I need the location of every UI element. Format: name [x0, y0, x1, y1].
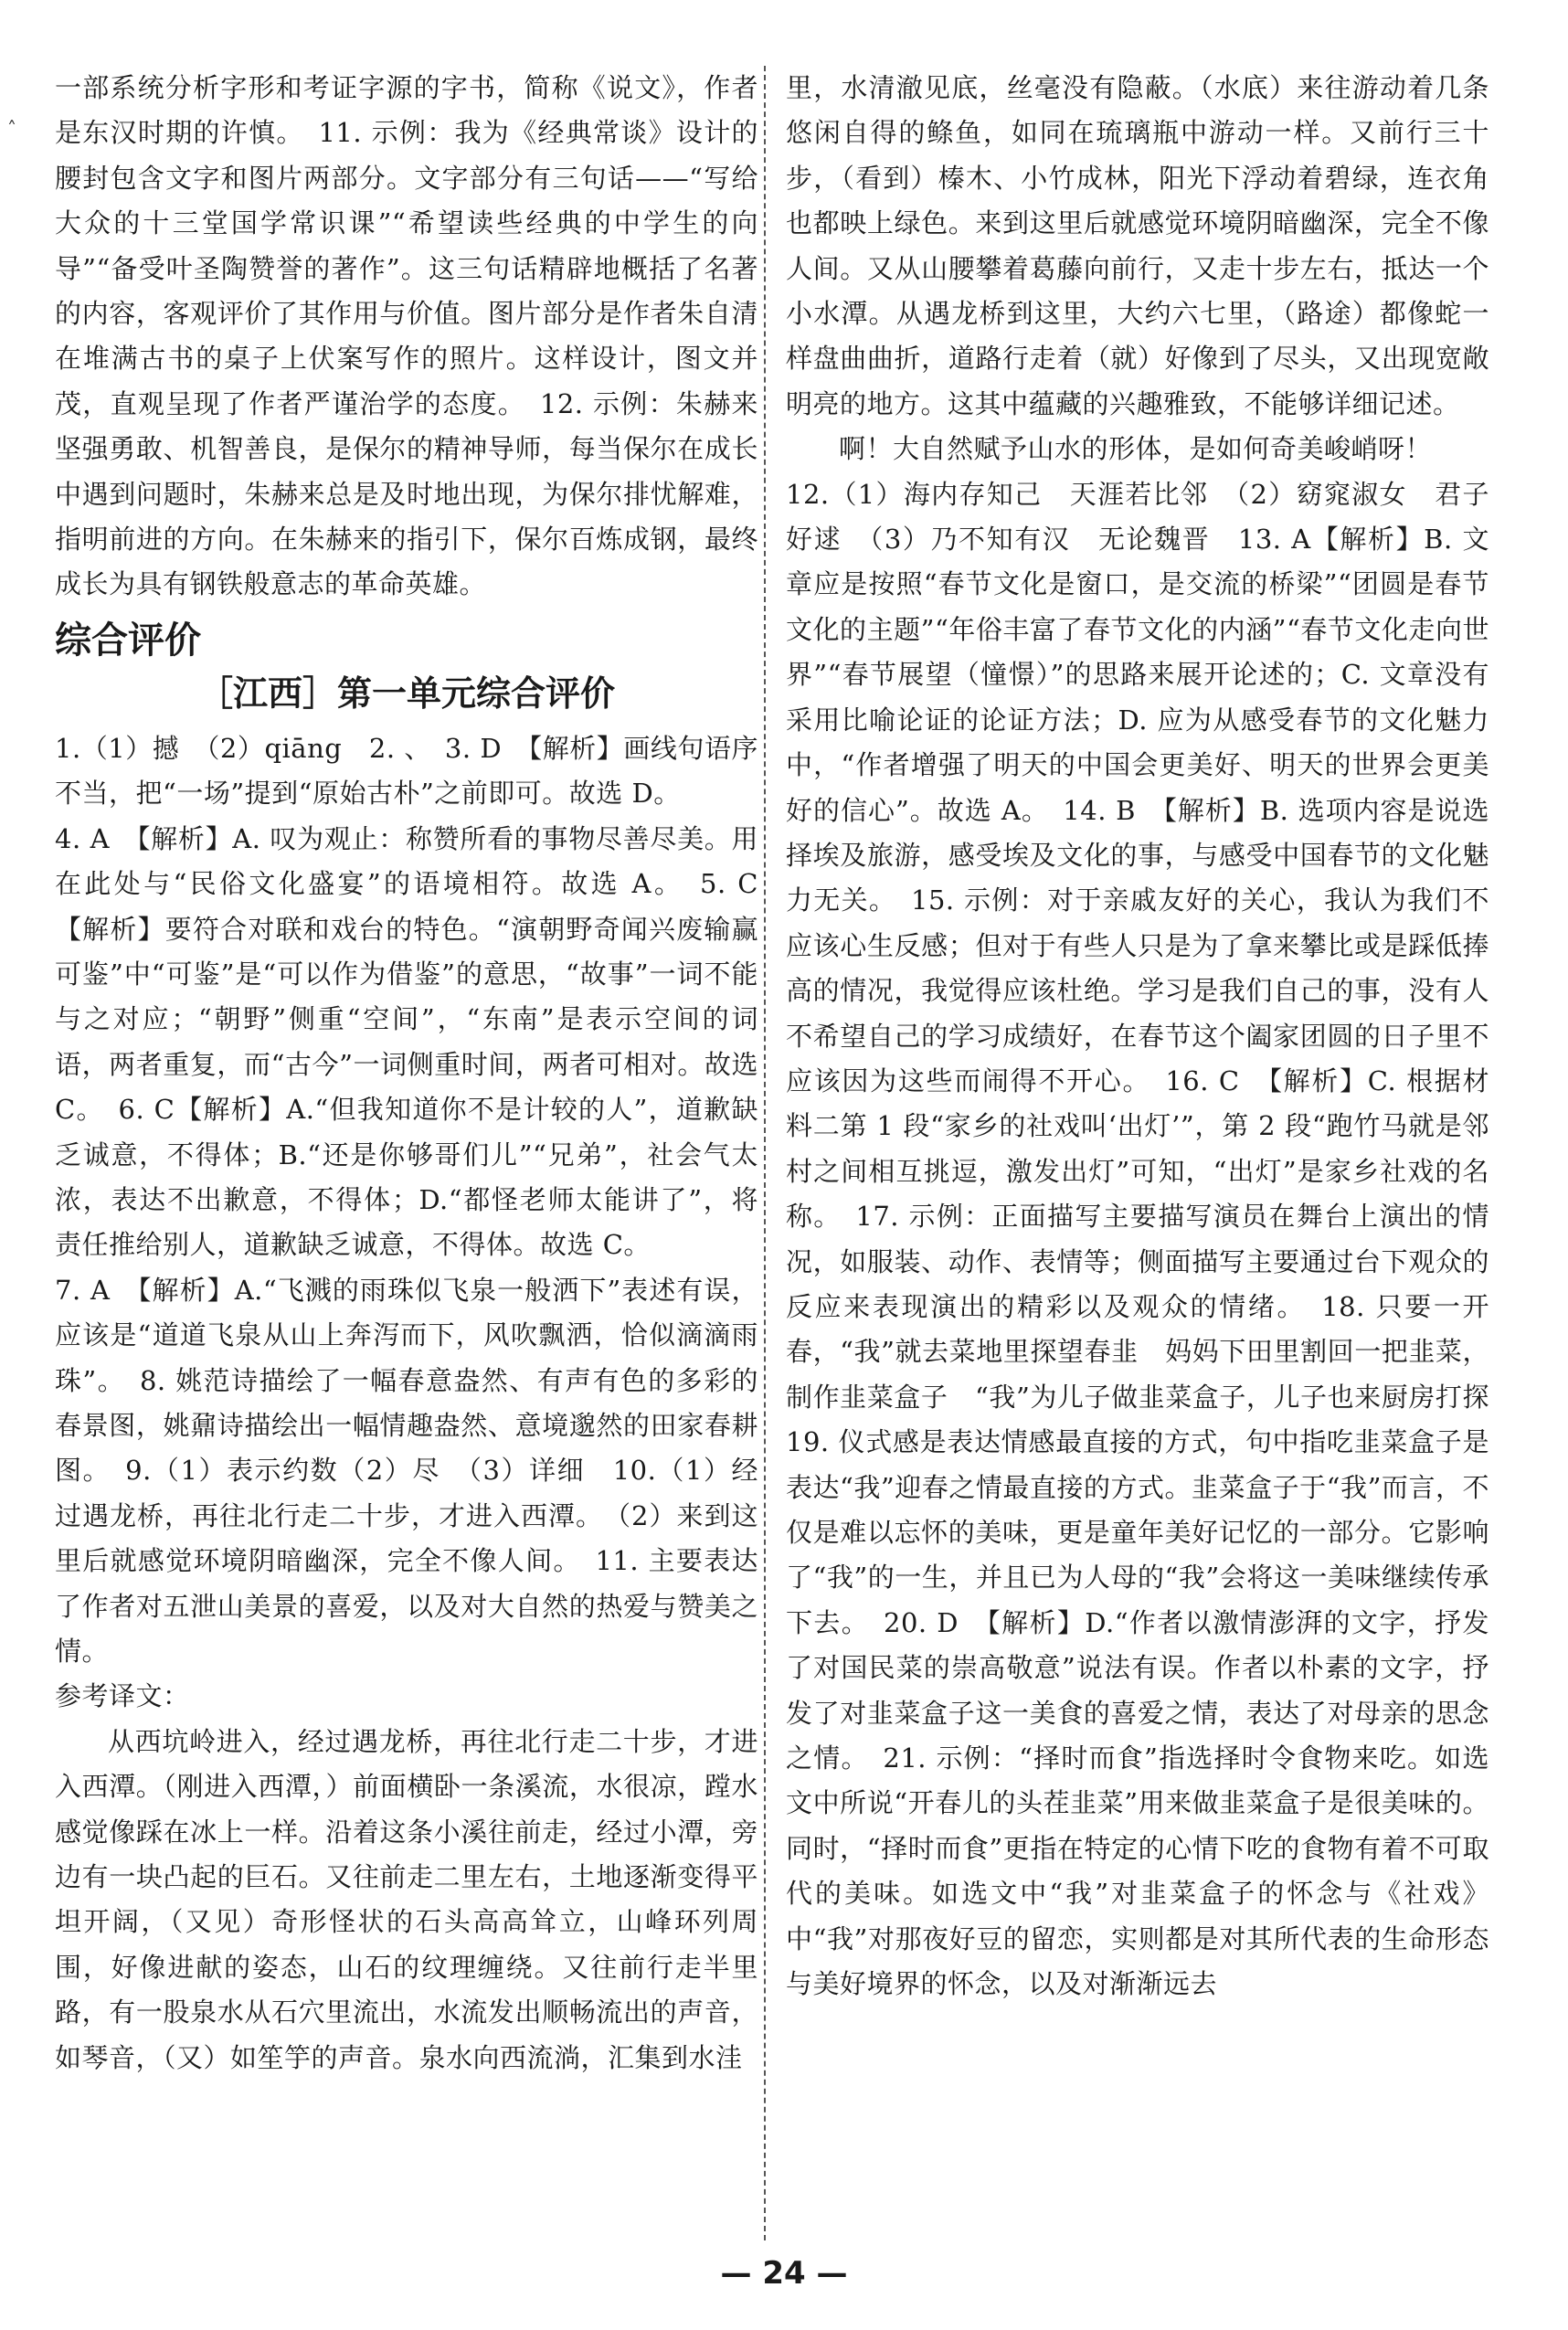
left-paragraph-1: 一部系统分析字形和考证字源的字书，简称《说文》，作者是东汉时期的许慎。 11. 示例：我为《经典常谈》设计的腰封包含文字和图片两部分。文字部分有三句话——“写给大众的十三堂国学常识课”“希望读些经典的中学生的向导”“备受叶圣陶赞誉的著作”。这三句话精辟地概括了名著的内容，客观评价了其作用与价值。图片部分是作者朱自清在堆满古书的桌子上伏案写作的照片。这样设计，图文并茂，直观呈现了作者严谨治学的态度。 12. 示例：朱赫来坚强勇敢、机智善良，是保尔的精神导师，每当保尔在成长中遇到问题时，朱赫来总是及时地出现，为保尔排忧解难，指明前进的方向。在朱赫来的指引下，保尔百炼成钢，最终成长为具有钢铁般意志的革命英雄。 [55, 72, 758, 600]
section-heading: 综合评价 [55, 619, 201, 662]
left-paragraph-3: 4. A 【解析】A. 叹为观止：称赞所看的事物尽善尽美。用在此处与“民俗文化盛宴”的语境相符。故选 A。 5. C 【解析】要符合对联和戏台的特色。“演朝野奇闻兴废输赢可鉴”中“可鉴”是“可以作为借鉴”的意思，“故事”一词不能与之对应；“朝野”侧重“空间”，“东南”是表示空间的词语，两者重复，而“古今”一词侧重时间，两者可相对。故选 C。 6. C【解析】A.“但我知道你不是计较的人”，道歉缺乏诚意，不得体；B.“还是你够哥们儿”“兄弟”，社会气太浓，表达不出歉意，不得体；D.“都怪老师太能讲了”，将责任推给别人，道歉缺乏诚意，不得体。故选 C。 [55, 822, 786, 1261]
reference-translation-label: 参考译文： [55, 1680, 190, 1712]
right-column [786, 66, 1517, 2007]
right-paragraph-1: 里，水清澈见底，丝毫没有隐蔽。（水底）来往游动着几条悠闲自得的鲦鱼，如同在琉璃瓶中游动一样。又前行三十步，（看到）榛木、小竹成林，阳光下浮动着碧绿，连衣角也都映上绿色。来到这里后就感觉环境阴暗幽深，完全不像人间。又从山腰攀着葛藤向前行，又走十步左右，抵达一个小水潭。从遇龙桥到这里，大约六七里，（路途）都像蛇一样盘曲曲折，道路行走着（就）好像到了尽头，又出现宽敞明亮的地方。这其中蕴藏的兴趣雅致，不能够详细记述。 [786, 72, 1489, 419]
column-divider [764, 66, 766, 2240]
binding-mark: ˄ [7, 117, 16, 139]
unit-title: ［江西］第一单元综合评价 [197, 673, 615, 714]
left-paragraph-4: 7. A 【解析】A.“飞溅的雨珠似飞泉一般洒下”表述有误，应该是“道道飞泉从山上奔泻而下，风吹飘洒，恰似滴滴雨珠”。 8. 姚范诗描绘了一幅春意盎然、有声有色的多彩的春景图，姚鼐诗描绘出一幅情趣盎然、意境邈然的田家春耕图。 9.（1）表示约数（2）尽 （3）详细 10.（1）经过遇龙桥，再往北行走二十步，才进入西潭。 （2）来到这里后就感觉环境阴暗幽深，完全不像人间。 11. 主要表达了作者对五泄山美景的喜爱，以及对大自然的热爱与赞美之情。 [55, 1274, 758, 1667]
left-paragraph-2: 1.（1）撼 （2）qiāng 2. 、 3. D 【解析】画线句语序不当，把“一场”提到“原始古朴”之前即可。故选 D。 [55, 732, 758, 810]
page-number: — 24 — [720, 2255, 848, 2292]
left-paragraph-5: 从西坑岭进入，经过遇龙桥，再往北行走二十步，才进入西潭。（刚进入西潭，）前面横卧一条溪流，水很凉，蹚水感觉像踩在冰上一样。沿着这条小溪往前走，经过小潭，旁边有一块凸起的巨石。又往前走二里左右，土地逐渐变得平坦开阔，（又见）奇形怪状的石头高高耸立，山峰环列周围，好像进献的姿态，山石的纹理缠绕。又往前行走半里路，有一股泉水从石穴里流出，水流发出顺畅流出的声音，如琴音，（又）如笙竽的声音。泉水向西流淌，汇集到水洼 [55, 1725, 758, 2073]
right-paragraph-3: 12.（1）海内存知己 天涯若比邻 （2）窈窕淑女 君子好逑 （3）乃不知有汉 无论魏晋 13. A【解析】B. 文章应是按照“春节文化是窗口，是交流的桥梁”“团圆是春节文化的主题”“年俗丰富了春节文化的内涵”“春节文化走向世界”“春节展望（憧憬）”的思路来展开论述的；C. 文章没有采用比喻论证的论证方法；D. 应为从感受春节的文化魅力中，“作者增强了明天的中国会更美好、明天的世界会更美好的信心”。故选 A。 14. B 【解析】B. 选项内容是说选择埃及旅游，感受埃及文化的事，与感受中国春节的文化魅力无关。 15. 示例：对于亲戚友好的关心，我认为我们不应该心生反感；但对于有些人只是为了拿来攀比或是踩低捧高的情况，我觉得应该杜绝。学习是我们自己的事，没有人不希望自己的学习成绩好，在春节这个阖家团圆的日子里不应该因为这些而闹得不开心。 16. C 【解析】C. 根据材料二第 1 段“家乡的社戏叫‘出灯’”，第 2 段“跑竹马就是邻村之间相互挑逗，激发出灯”可知，“出灯”是家乡社戏的名称。 17. 示例：正面描写主要描写演员在舞台上演出的情况，如服装、动作、表情等；侧面描写主要通过台下观众的反应来表现演出的精彩以及观众的情绪。 18. 只要一开春，“我”就去菜地里探望春韭 妈妈下田里割回一把韭菜，制作韭菜盒子 “我”为儿子做韭菜盒子，儿子也来厨房打探 19. 仪式感是表达情感最直接的方式，句中指吃韭菜盒子是表达“我”迎春之情最直接的方式。韭菜盒子于“我”而言，不仅是难以忘怀的美味，更是童年美好记忆的一部分。它影响了“我”的一生，并且已为人母的“我”会将这一美味继续传承下去。 20. D 【解析】D.“作者以激情澎湃的文字，抒发了对国民菜的崇高敬意”说法有误。作者以朴素的文字，抒发了对韭菜盒子这一美食的喜爱之情，表达了对母亲的思念之情。 21. 示例：“择时而食”指选择时令食物来吃。如选文中所说“开春儿的头茬韭菜”用来做韭菜盒子是很美味的。同时，“择时而食”更指在特定的心情下吃的食物有着不可取代的美味。如选文中“我”对韭菜盒子的怀念与《社戏》中“我”对那夜好豆的留恋，实则都是对其所代表的生命形态与美好境界的怀念，以及对渐渐远去 [786, 478, 1517, 2000]
left-column [55, 66, 786, 2081]
right-paragraph-2: 啊！大自然赋予山水的形体，是如何奇美峻峭呀！ [839, 433, 1433, 465]
